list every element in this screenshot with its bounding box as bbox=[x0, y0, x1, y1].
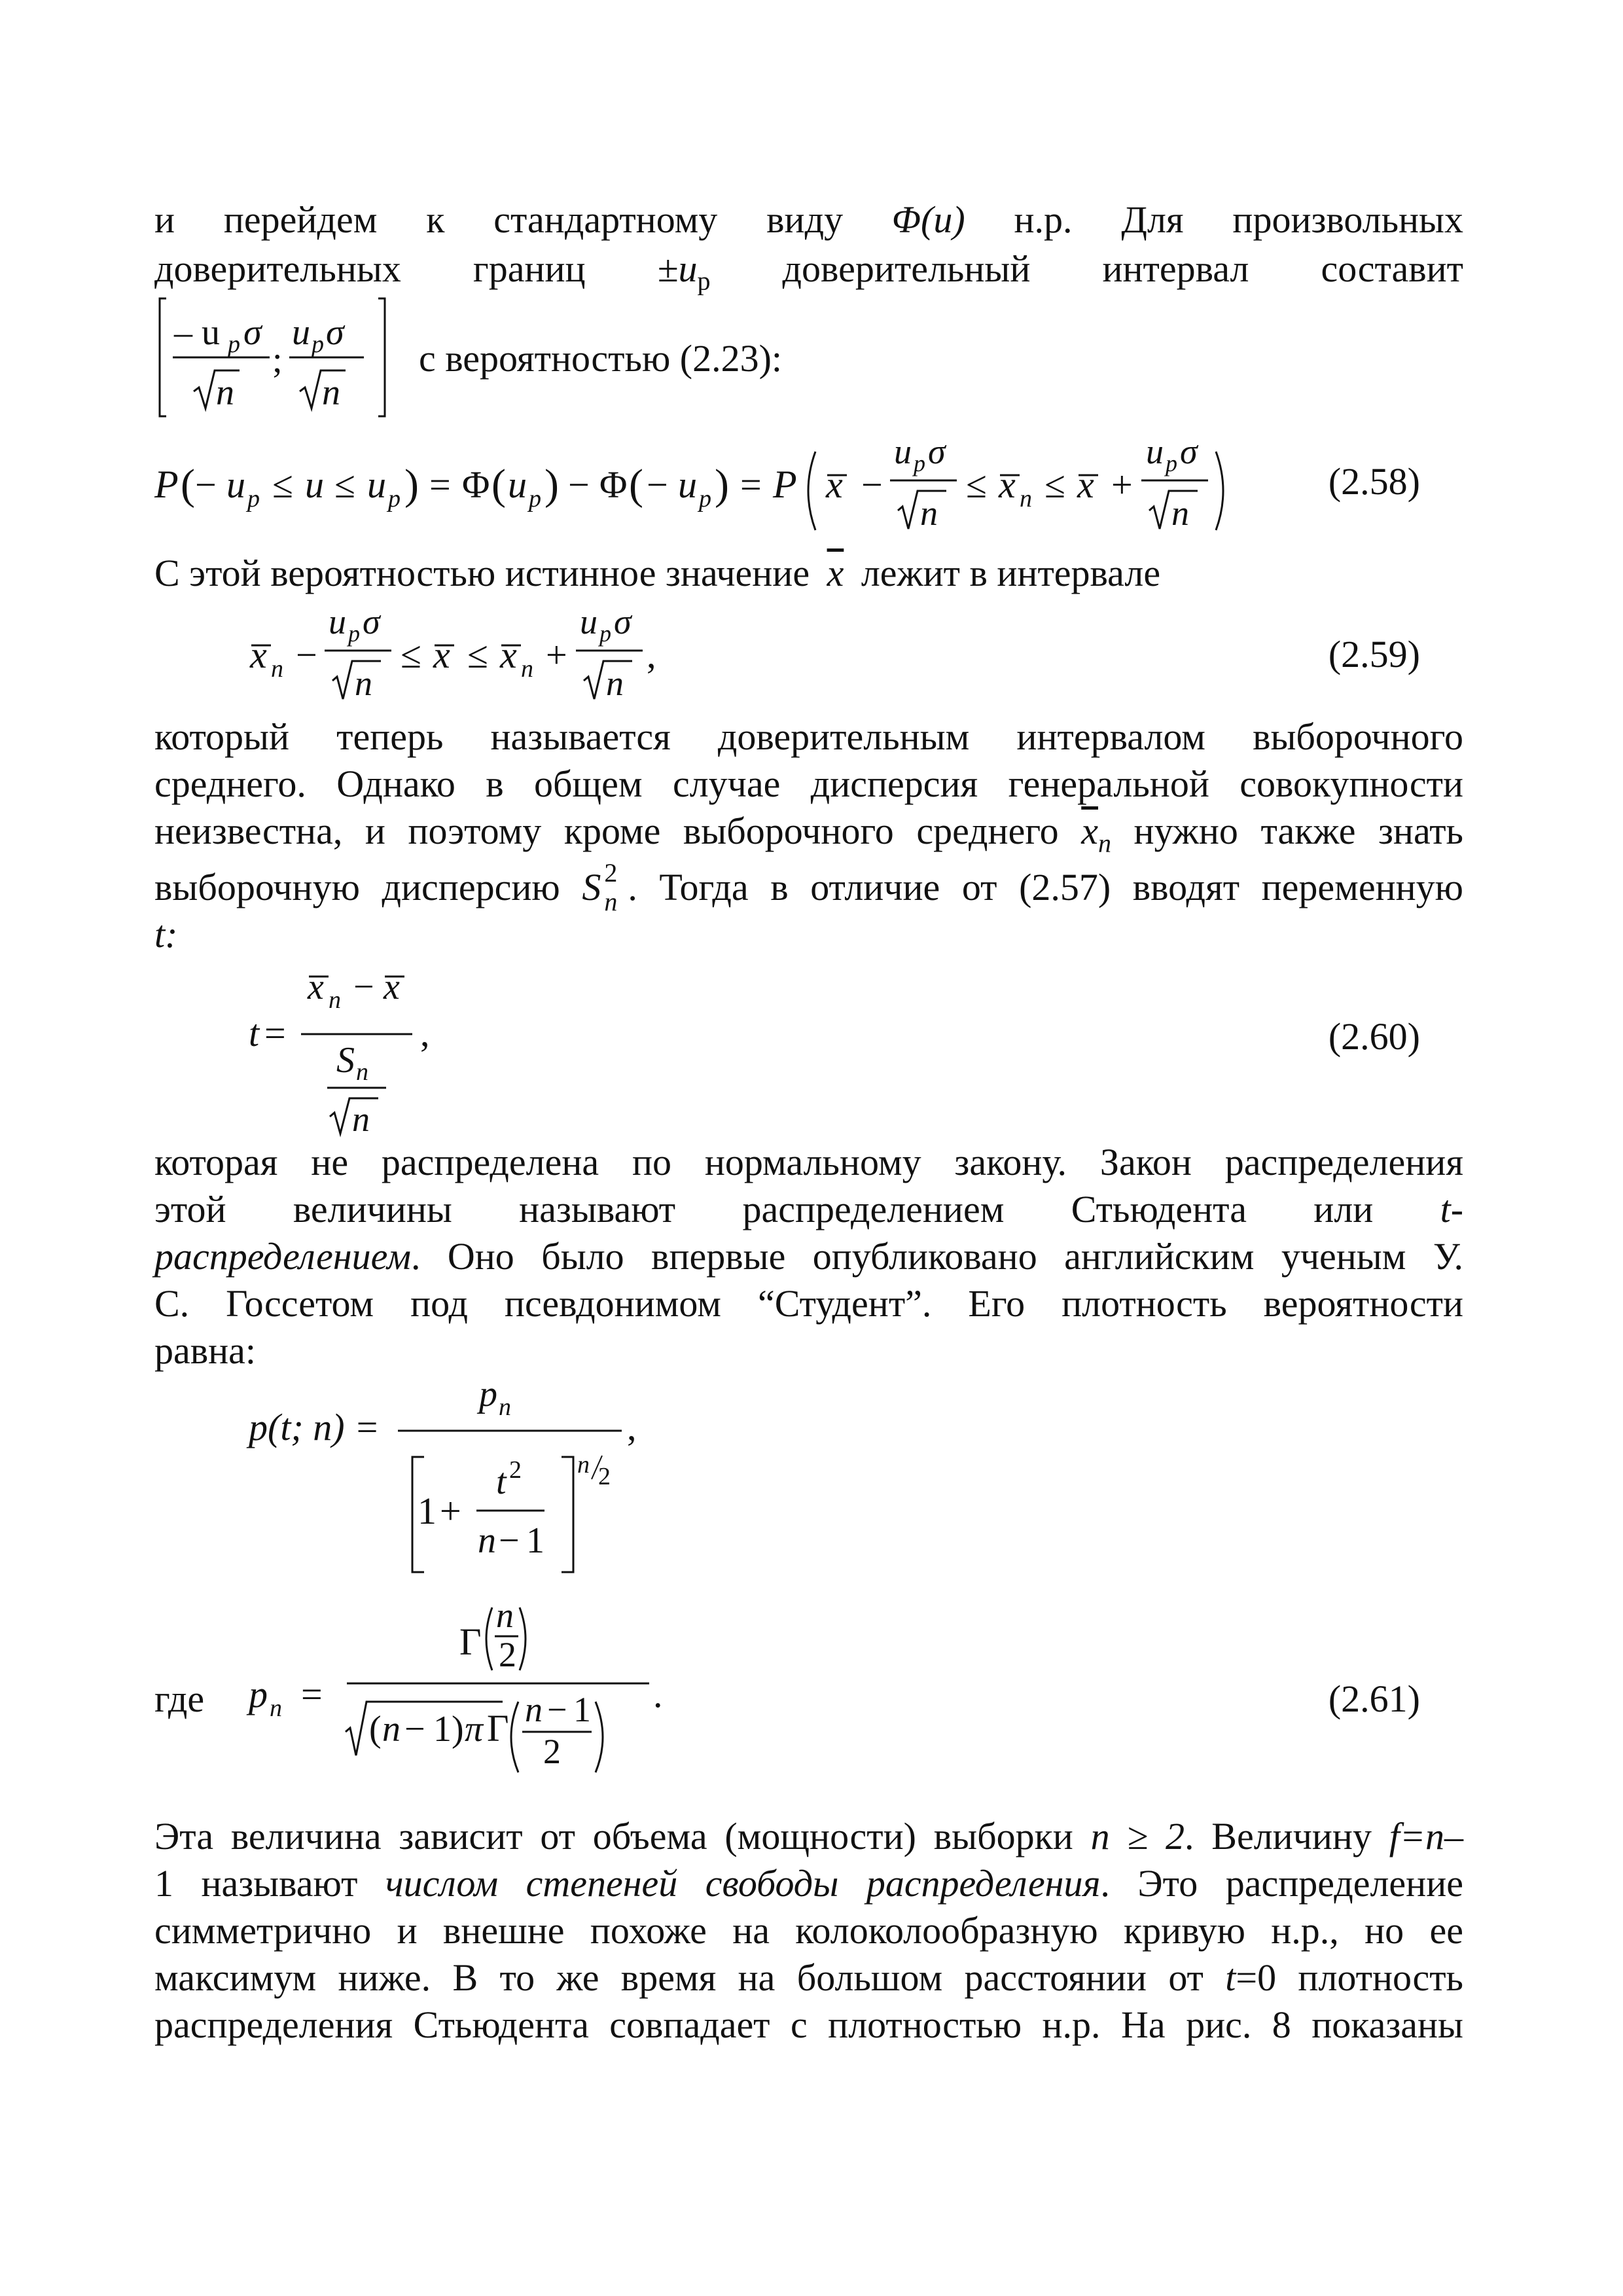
svg-text:p: p bbox=[249, 1673, 268, 1715]
svg-text:p: p bbox=[699, 485, 711, 512]
svg-text:p: p bbox=[247, 485, 260, 512]
svg-text:n: n bbox=[355, 664, 372, 703]
equation-number-2-60: (2.60) bbox=[1328, 1015, 1420, 1058]
sample-variance: S 2 n bbox=[582, 858, 618, 916]
word: и bbox=[154, 198, 175, 241]
svg-text:n: n bbox=[499, 1393, 511, 1421]
svg-text:x: x bbox=[250, 634, 267, 676]
svg-text:π: π bbox=[465, 1709, 484, 1749]
equation-number-2-58: (2.58) bbox=[1328, 460, 1420, 503]
svg-text:n: n bbox=[496, 1596, 514, 1635]
text-line: распределения Стьюдента совпадает с плотностью н.р. На рис. 8 показаны bbox=[154, 2003, 1463, 2046]
svg-text:=: = bbox=[740, 463, 762, 506]
svg-text:x: x bbox=[308, 967, 324, 1007]
svg-text:Γ: Γ bbox=[487, 1707, 509, 1749]
svg-text:n: n bbox=[521, 655, 533, 683]
svg-text:−: − bbox=[404, 1709, 425, 1749]
svg-text:n: n bbox=[478, 1520, 496, 1561]
word: виду bbox=[766, 198, 844, 241]
svg-text:=: = bbox=[429, 463, 451, 506]
svg-text:x: x bbox=[1077, 463, 1094, 506]
svg-text:σ: σ bbox=[363, 602, 380, 641]
word: границ bbox=[473, 247, 586, 290]
svg-text:−: − bbox=[568, 463, 590, 506]
equation-2-58 bbox=[154, 425, 1267, 543]
text-with-probability: с вероятностью (2.23): bbox=[419, 337, 783, 380]
svg-text:u: u bbox=[305, 463, 324, 506]
svg-text:−: − bbox=[499, 1520, 520, 1561]
svg-text:p: p bbox=[479, 1374, 497, 1414]
svg-text:≤: ≤ bbox=[401, 634, 421, 676]
pm-up: $\pm u_p$ bbox=[657, 247, 711, 296]
word: доверительный bbox=[782, 247, 1031, 290]
svg-text:): ) bbox=[715, 461, 729, 509]
svg-text:p: p bbox=[388, 485, 401, 512]
svg-text:u: u bbox=[508, 463, 527, 506]
svg-text:n: n bbox=[270, 1695, 282, 1722]
svg-text:x: x bbox=[433, 634, 450, 676]
svg-text:+: + bbox=[546, 634, 567, 676]
svg-text:,: , bbox=[420, 1012, 430, 1054]
phi-u: Φ(u) bbox=[891, 198, 965, 241]
svg-text:−: − bbox=[296, 634, 317, 676]
svg-text:;: ; bbox=[272, 340, 283, 380]
x-bar: $\overline{x}$ bbox=[827, 552, 844, 594]
svg-text:2: 2 bbox=[543, 1732, 561, 1771]
interval-formula bbox=[154, 293, 390, 424]
svg-text:.: . bbox=[653, 1673, 663, 1715]
text-line: 1 называют числом степеней свободы распределения. Это распределение bbox=[154, 1862, 1463, 1905]
svg-text:−: − bbox=[195, 463, 217, 506]
svg-text:≤: ≤ bbox=[467, 634, 488, 676]
student-density-formula bbox=[249, 1374, 707, 1584]
svg-text:p: p bbox=[529, 485, 541, 512]
svg-text:n: n bbox=[352, 1100, 370, 1139]
svg-text:u: u bbox=[580, 602, 597, 641]
svg-text:1: 1 bbox=[573, 1690, 591, 1729]
svg-text:+: + bbox=[1111, 463, 1133, 506]
svg-text:(: ( bbox=[629, 461, 643, 509]
svg-text:n: n bbox=[920, 493, 938, 533]
svg-text:n: n bbox=[606, 664, 624, 703]
svg-text:S: S bbox=[336, 1040, 355, 1081]
text-line: выборочную дисперсию S 2 n . Тогда в отличие от (2.57) вводят переменную bbox=[154, 858, 1464, 916]
text-line: среднего. Однако в общем случае дисперсия генеральной совокупности bbox=[154, 762, 1463, 805]
svg-text:n: n bbox=[216, 372, 234, 413]
svg-text:P: P bbox=[773, 463, 797, 506]
svg-text:u: u bbox=[292, 312, 310, 353]
svg-text:u: u bbox=[1146, 432, 1164, 471]
svg-text:(: ( bbox=[181, 461, 195, 509]
svg-text:u: u bbox=[678, 463, 697, 506]
svg-text:σ: σ bbox=[1180, 432, 1198, 471]
svg-text:n: n bbox=[1020, 485, 1032, 512]
text-line: симметрично и внешне похоже на колоколообразную кривую н.р., но ее bbox=[154, 1909, 1463, 1952]
svg-text:p: p bbox=[312, 331, 324, 358]
word: Для bbox=[1121, 198, 1184, 241]
svg-text:u: u bbox=[329, 602, 346, 641]
equation-2-60 bbox=[249, 962, 510, 1139]
svg-text:n: n bbox=[322, 372, 340, 413]
svg-text:Φ: Φ bbox=[462, 463, 490, 506]
svg-text:≤: ≤ bbox=[334, 463, 355, 506]
svg-text:2: 2 bbox=[509, 1456, 522, 1484]
svg-text:=: = bbox=[264, 1012, 286, 1054]
text-line-t: t: bbox=[154, 913, 178, 956]
text-line-true-value: С этой вероятностью истинное значение $\overline{x}$ лежит в интервале bbox=[154, 552, 1161, 594]
equation-number-2-61: (2.61) bbox=[1328, 1677, 1420, 1720]
svg-text:1: 1 bbox=[418, 1490, 437, 1532]
word: н.р. bbox=[1014, 198, 1073, 241]
text-line: равна: bbox=[154, 1329, 257, 1372]
text-line-1 bbox=[154, 196, 1463, 243]
text-line: максимум ниже. В то же время на большом расстоянии от t=0 плотность bbox=[154, 1956, 1464, 1999]
svg-text:): ) bbox=[544, 461, 559, 509]
svg-text:≤: ≤ bbox=[272, 463, 293, 506]
word: доверительных bbox=[154, 247, 401, 290]
svg-text:σ: σ bbox=[243, 312, 262, 353]
equation-2-61 bbox=[249, 1584, 707, 1780]
svg-text:p: p bbox=[348, 620, 360, 647]
svg-text:x: x bbox=[500, 634, 517, 676]
svg-text:x: x bbox=[999, 463, 1016, 506]
svg-text:=: = bbox=[301, 1673, 323, 1715]
svg-text:(: ( bbox=[369, 1709, 382, 1749]
x-bar-n: $\overline{x}_n$ bbox=[1081, 810, 1111, 858]
svg-text:Φ: Φ bbox=[599, 463, 628, 506]
svg-text:p(t; n) =: p(t; n) = bbox=[249, 1406, 380, 1448]
text-line: этой величины называют распределением Стьюдента или t- bbox=[154, 1188, 1464, 1230]
svg-text:−: − bbox=[353, 967, 374, 1007]
svg-text:≤: ≤ bbox=[966, 463, 987, 506]
svg-text:p: p bbox=[228, 331, 240, 358]
word: стандартному bbox=[493, 198, 718, 241]
svg-text:n: n bbox=[382, 1709, 401, 1749]
svg-text:– u: – u bbox=[174, 312, 220, 353]
svg-text:1): 1) bbox=[433, 1709, 464, 1749]
svg-text:σ: σ bbox=[614, 602, 632, 641]
svg-text:P: P bbox=[154, 463, 179, 506]
svg-text:n: n bbox=[1171, 493, 1189, 533]
svg-text:n: n bbox=[577, 1451, 590, 1479]
svg-text:Γ: Γ bbox=[459, 1621, 482, 1663]
svg-text:(: ( bbox=[491, 461, 506, 509]
svg-text:p: p bbox=[599, 620, 611, 647]
svg-text:p: p bbox=[1166, 450, 1177, 476]
word: интервал bbox=[1102, 247, 1249, 290]
text-line: который теперь называется доверительным интервалом выборочного bbox=[154, 715, 1463, 758]
equation-2-59 bbox=[249, 597, 746, 715]
svg-text:+: + bbox=[440, 1490, 461, 1532]
svg-text:−: − bbox=[861, 463, 883, 506]
word: перейдем bbox=[223, 198, 378, 241]
svg-text:2: 2 bbox=[598, 1463, 611, 1490]
svg-text:x: x bbox=[383, 967, 400, 1007]
svg-text:u: u bbox=[894, 432, 912, 471]
svg-text:2: 2 bbox=[499, 1635, 516, 1674]
svg-text:n: n bbox=[356, 1058, 368, 1086]
equation-number-2-59: (2.59) bbox=[1328, 633, 1420, 675]
svg-text:n: n bbox=[271, 655, 283, 683]
svg-text:u: u bbox=[226, 463, 245, 506]
svg-text:): ) bbox=[404, 461, 419, 509]
svg-text:t: t bbox=[496, 1462, 507, 1502]
word: произвольных bbox=[1232, 198, 1464, 241]
svg-text:u: u bbox=[367, 463, 386, 506]
svg-text:σ: σ bbox=[928, 432, 946, 471]
svg-text:1: 1 bbox=[526, 1520, 544, 1561]
svg-text:−: − bbox=[647, 463, 668, 506]
svg-text:,: , bbox=[627, 1406, 637, 1448]
svg-text:≤: ≤ bbox=[1044, 463, 1065, 506]
text-line: распределением. Оно было впервые опубликовано английским ученым У. bbox=[154, 1235, 1463, 1278]
svg-text:σ: σ bbox=[326, 312, 344, 353]
text-line: которая не распределена по нормальному закону. Закон распределения bbox=[154, 1141, 1463, 1183]
svg-text:x: x bbox=[826, 463, 843, 506]
word: составит bbox=[1321, 247, 1464, 290]
svg-text:n: n bbox=[329, 986, 341, 1014]
word: к bbox=[426, 198, 445, 241]
text-line: С. Госсетом под псевдонимом “Студент”. Его плотность вероятности bbox=[154, 1282, 1463, 1325]
svg-text:n: n bbox=[525, 1690, 543, 1729]
text-line: Эта величина зависит от объема (мощности) выборки n ≥ 2. Величину f=n– bbox=[154, 1815, 1463, 1857]
svg-text:,: , bbox=[647, 634, 656, 676]
svg-text:p: p bbox=[914, 450, 925, 476]
svg-text:−: − bbox=[547, 1690, 567, 1729]
svg-text:t: t bbox=[249, 1012, 260, 1054]
text-where: где bbox=[154, 1677, 205, 1720]
text-line: неизвестна, и поэтому кроме выборочного среднего $\overline{x}_n$ нужно также знать bbox=[154, 810, 1464, 858]
